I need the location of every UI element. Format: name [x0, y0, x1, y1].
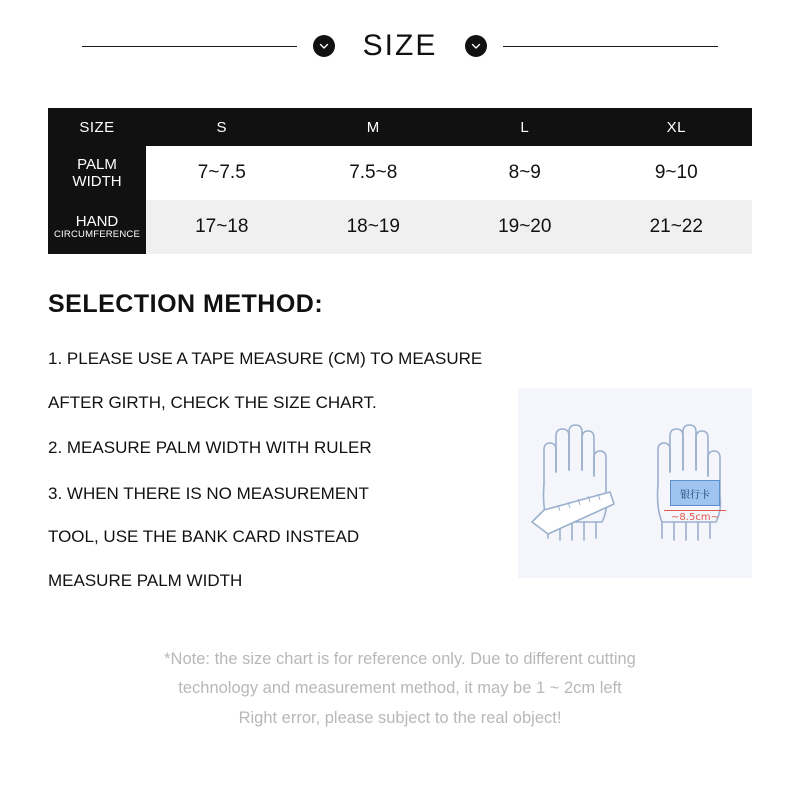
row-label-hand-circumference: [48, 200, 146, 254]
row-label-line2: WIDTH: [72, 173, 122, 190]
size-table-wrapper: [48, 108, 752, 254]
selection-step-2: 2. MEASURE PALM WIDTH WITH RULER: [48, 438, 372, 458]
chevron-down-circle-icon-right: [465, 35, 487, 57]
card-dimension-label: [664, 510, 726, 523]
selection-step-1-line2: AFTER GIRTH, CHECK THE SIZE CHART.: [48, 392, 377, 412]
row-label-line1: HAND: [75, 212, 119, 230]
table-header-cell-xl: XL: [601, 108, 753, 146]
selection-step-1-line1: 1. PLEASE USE A TAPE MEASURE (CM) TO MEASURE: [48, 349, 483, 368]
cell-palm-width-xl: 9~10: [601, 146, 753, 200]
cell-hand-circ-xl: 21~22: [601, 200, 753, 254]
note-line-3: Right error, please subject to the real object!: [238, 708, 562, 727]
selection-step-3-line3: MEASURE PALM WIDTH: [48, 570, 243, 590]
dimension-text: ~8.5cm~: [671, 512, 719, 523]
cell-hand-circ-l: 19~20: [449, 200, 601, 254]
dimension-bar: [664, 510, 726, 511]
table-header-row: [48, 108, 752, 146]
measurement-illustration-panel: [518, 388, 752, 578]
table-row-hand-circumference: [48, 200, 752, 254]
row-label-small: CIRCUMFERENCE: [54, 229, 140, 241]
chevron-down-circle-icon-left: [313, 35, 335, 57]
table-header-cell-m: M: [298, 108, 450, 146]
table-header-cell-size: SIZE: [48, 108, 146, 146]
note-line-1: *Note: the size chart is for reference only. Due to different cutting: [164, 650, 636, 668]
page-header: [0, 22, 800, 70]
cell-hand-circ-m: 18~19: [298, 200, 450, 254]
cell-palm-width-l: 8~9: [449, 146, 601, 200]
page-title: SIZE: [362, 29, 438, 62]
note-line-2: technology and measurement method, it may be 1 ~ 2cm left: [178, 679, 622, 698]
disclaimer-note: [50, 645, 750, 733]
cell-hand-circ-s: 17~18: [146, 200, 298, 254]
row-label-line1: PALM: [77, 155, 117, 173]
table-header-cell-l: L: [449, 108, 601, 146]
selection-method-steps: [48, 345, 518, 594]
selection-step-3-line2: TOOL, USE THE BANK CARD INSTEAD: [48, 527, 360, 547]
size-table: [48, 108, 752, 254]
bank-card-chip: 银行卡: [670, 480, 720, 506]
header-rule-left: [82, 46, 297, 47]
cell-palm-width-s: 7~7.5: [146, 146, 298, 200]
cell-palm-width-m: 7.5~8: [298, 146, 450, 200]
header-rule-right: [503, 46, 718, 47]
table-row-palm-width: [48, 146, 752, 200]
table-header-cell-s: S: [146, 108, 298, 146]
selection-step-3-line1: 3. WHEN THERE IS NO MEASUREMENT: [48, 483, 369, 503]
row-label-palm-width: [48, 146, 146, 200]
selection-method-title: SELECTION METHOD:: [48, 290, 324, 318]
